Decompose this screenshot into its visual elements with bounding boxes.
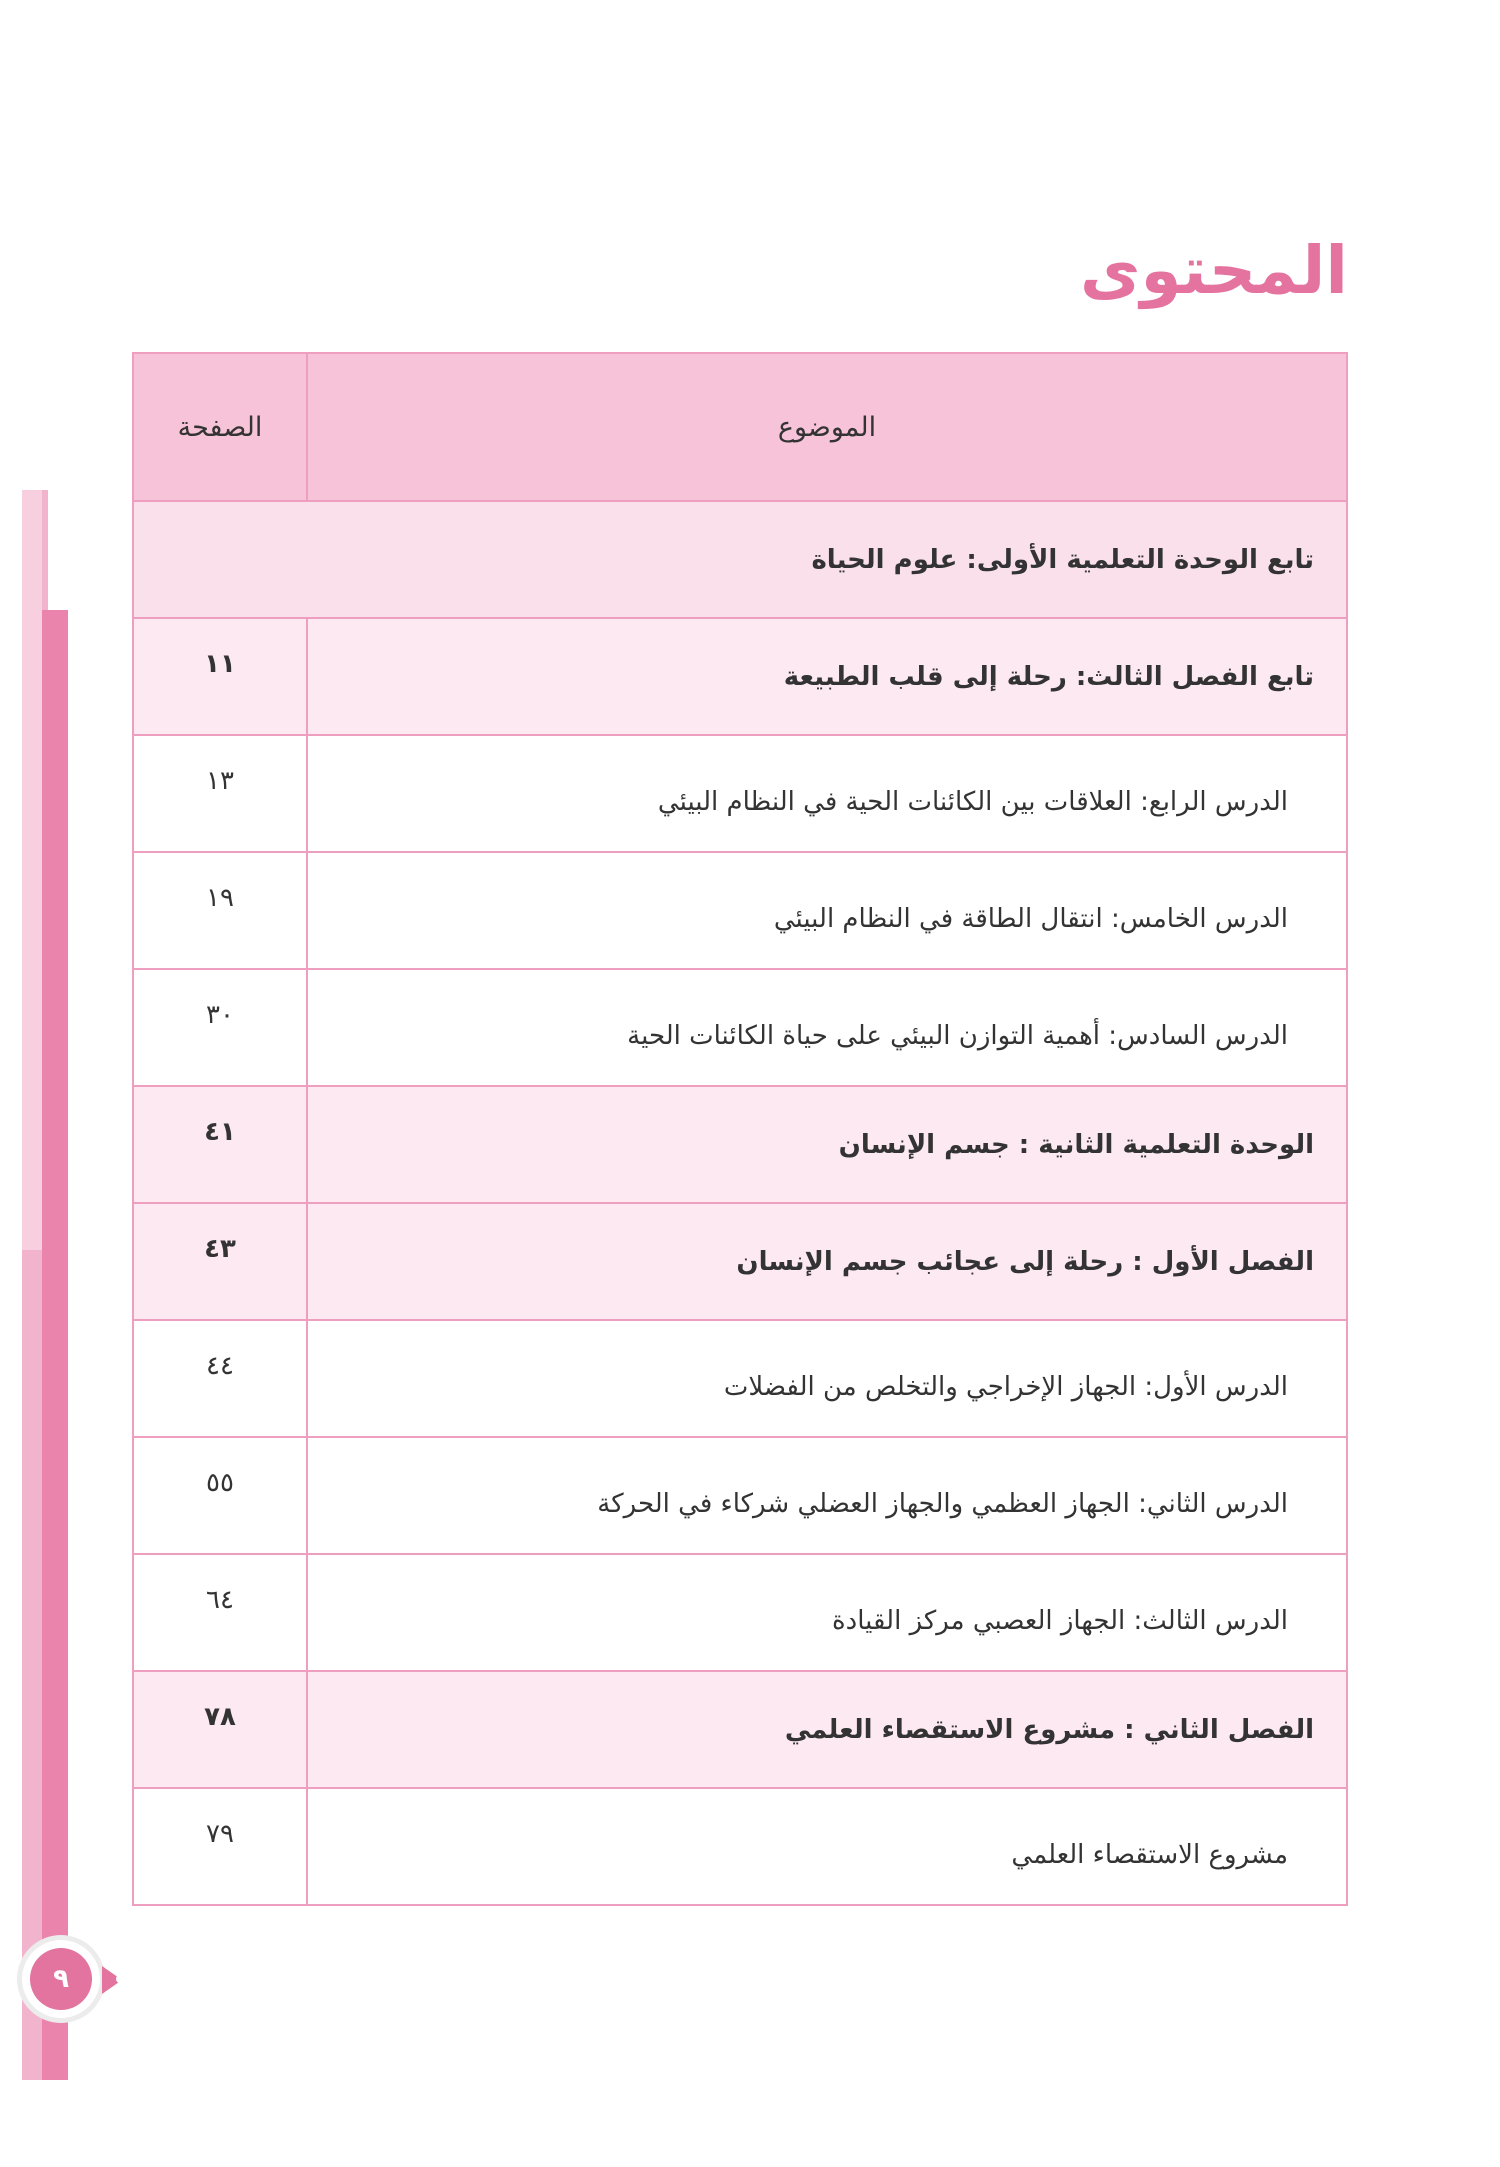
- lesson-title: الدرس الرابع: العلاقات بين الكائنات الحية في النظام البيئي: [307, 735, 1347, 852]
- page-number-cell: ٧٨: [133, 1671, 307, 1788]
- table-row: [133, 1086, 1347, 1203]
- table-row: [133, 852, 1347, 969]
- table-row: [133, 501, 1347, 618]
- page-number-cell: ٣٠: [133, 969, 307, 1086]
- page-number-cell: ٤١: [133, 1086, 307, 1203]
- table-row: [133, 1788, 1347, 1905]
- table-row: [133, 1437, 1347, 1554]
- side-band-accent: [42, 610, 68, 2080]
- page-number-cell: ٥٥: [133, 1437, 307, 1554]
- chapter-title: تابع الفصل الثالث: رحلة إلى قلب الطبيعة: [307, 618, 1347, 735]
- header-topic: الموضوع: [307, 353, 1347, 501]
- table-row: [133, 1671, 1347, 1788]
- unit-title: الوحدة التعلمية الثانية : جسم الإنسان: [307, 1086, 1347, 1203]
- table-of-contents: [132, 352, 1348, 1906]
- page-number-cell: ٦٤: [133, 1554, 307, 1671]
- table-row: [133, 618, 1347, 735]
- table-row: [133, 1320, 1347, 1437]
- page-number: ٩: [30, 1948, 92, 2010]
- page-number-cell: ٧٩: [133, 1788, 307, 1905]
- lesson-title: الدرس السادس: أهمية التوازن البيئي على حياة الكائنات الحية: [307, 969, 1347, 1086]
- page-number-cell: ١٩: [133, 852, 307, 969]
- table-row: [133, 735, 1347, 852]
- lesson-title: مشروع الاستقصاء العلمي: [307, 1788, 1347, 1905]
- chapter-title: الفصل الأول : رحلة إلى عجائب جسم الإنسان: [307, 1203, 1347, 1320]
- page-number-cell: ٤٣: [133, 1203, 307, 1320]
- page-number-cell: ١١: [133, 618, 307, 735]
- page-number-cell: ٤٤: [133, 1320, 307, 1437]
- unit-title: تابع الوحدة التعلمية الأولى: علوم الحياة: [133, 501, 1347, 618]
- lesson-title: الدرس الثاني: الجهاز العظمي والجهاز العضلي شركاء في الحركة: [307, 1437, 1347, 1554]
- lesson-title: الدرس الثالث: الجهاز العصبي مركز القيادة: [307, 1554, 1347, 1671]
- page-number-cell: ١٣: [133, 735, 307, 852]
- table-row: [133, 969, 1347, 1086]
- page-title: المحتوى: [1079, 232, 1348, 309]
- table-header-row: [133, 353, 1347, 501]
- lesson-title: الدرس الخامس: انتقال الطاقة في النظام البيئي: [307, 852, 1347, 969]
- chapter-title: الفصل الثاني : مشروع الاستقصاء العلمي: [307, 1671, 1347, 1788]
- table-row: [133, 1554, 1347, 1671]
- dot-icon: [116, 1975, 124, 1983]
- side-band-highlight: [22, 490, 42, 1250]
- header-page: الصفحة: [133, 353, 307, 501]
- lesson-title: الدرس الأول: الجهاز الإخراجي والتخلص من الفضلات: [307, 1320, 1347, 1437]
- page-number-badge: [22, 1940, 100, 2018]
- table-row: [133, 1203, 1347, 1320]
